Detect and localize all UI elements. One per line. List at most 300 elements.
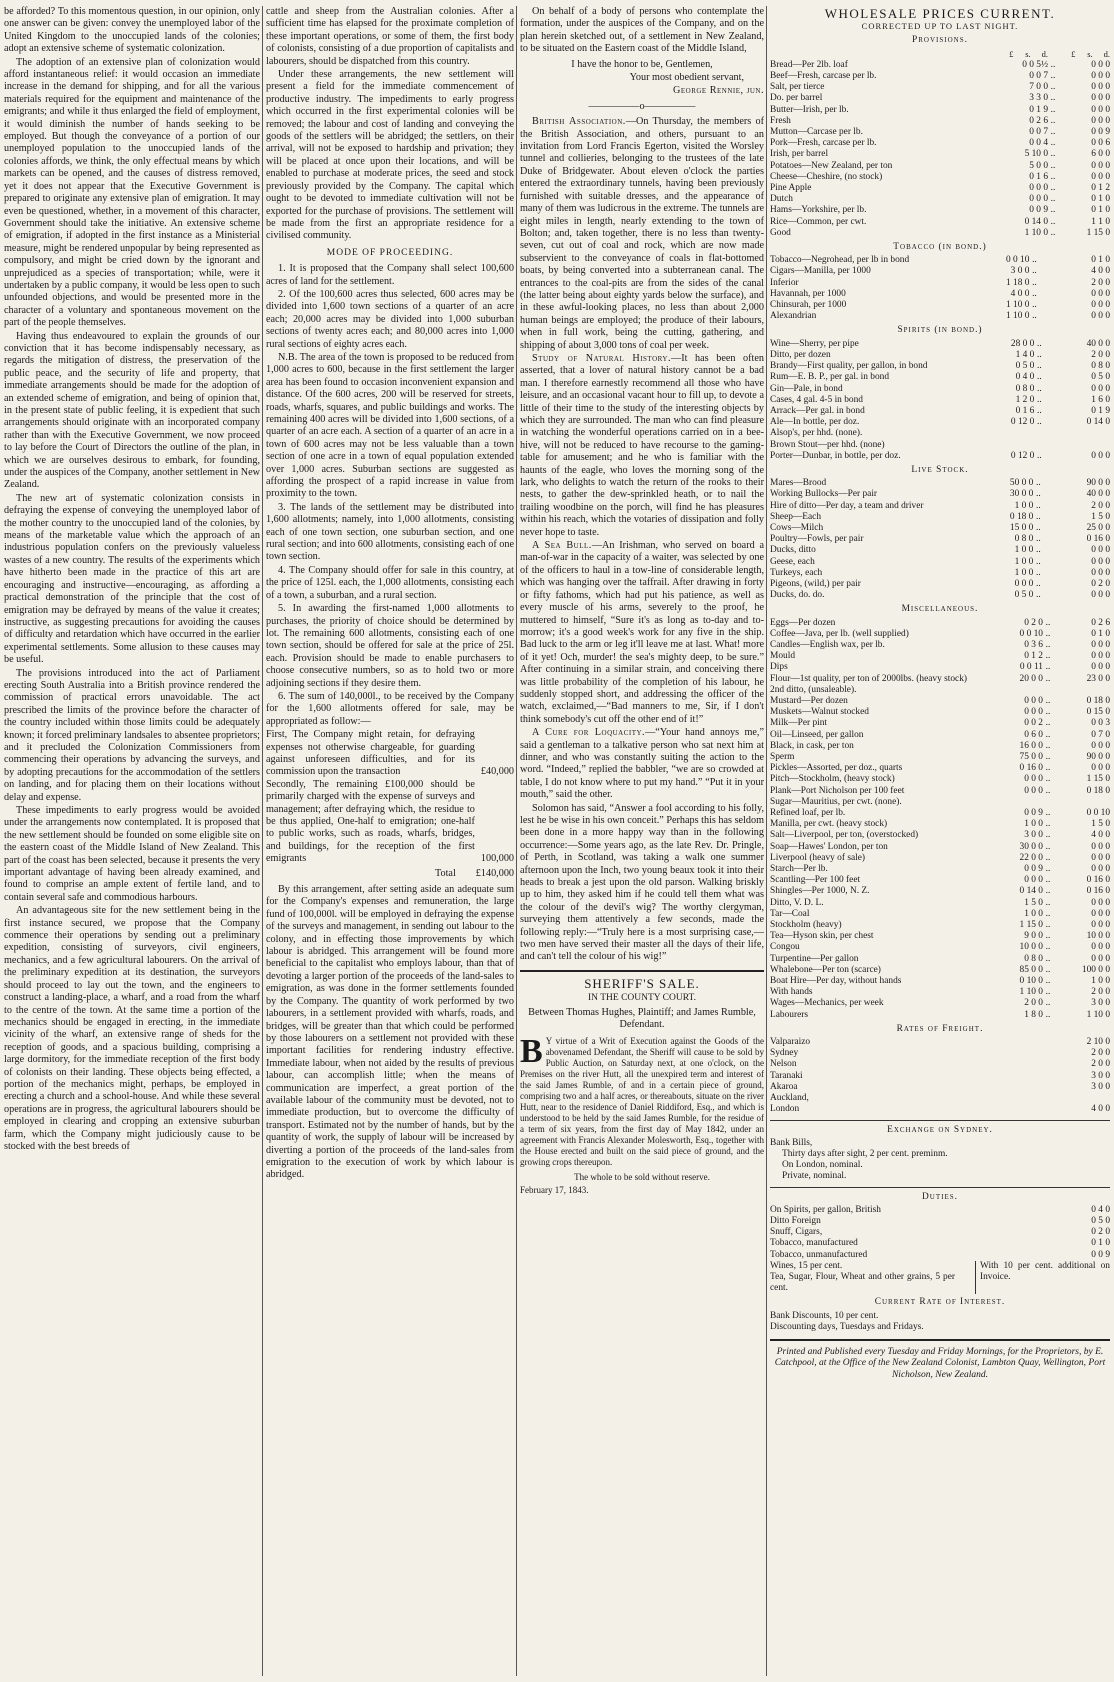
price-row bbox=[770, 194, 1110, 205]
price-low: 0 8 0 bbox=[1024, 953, 1043, 964]
price-row bbox=[770, 696, 1110, 707]
price-low: 1 0 0 bbox=[1014, 567, 1034, 578]
price-item: Do. per barrel bbox=[770, 93, 823, 104]
allocation-first-amount: £40,000 bbox=[480, 766, 514, 778]
price-low: 0 8 0 bbox=[1014, 534, 1034, 545]
price-sections bbox=[770, 35, 1110, 1020]
price-table bbox=[770, 255, 1110, 322]
price-high: 0 0 0 bbox=[1091, 953, 1110, 964]
price-low: 0 0 5½ bbox=[1022, 59, 1048, 70]
price-row bbox=[770, 127, 1110, 138]
price-row bbox=[770, 149, 1110, 160]
freight-rate: 3 0 0 bbox=[1091, 1081, 1110, 1092]
price-separator: .. bbox=[1036, 500, 1041, 511]
price-low: 0 0 0 bbox=[1029, 183, 1048, 194]
price-low: 5 0 0 bbox=[1029, 160, 1048, 171]
price-item: Mares—Brood bbox=[770, 478, 827, 489]
price-high: 0 0 0 bbox=[1091, 71, 1110, 82]
price-row bbox=[770, 255, 1110, 266]
price-low: 0 12 0 bbox=[1010, 450, 1035, 461]
price-row bbox=[770, 440, 1110, 451]
price-high: 0 0 0 bbox=[1091, 651, 1110, 662]
news-item-title: A Sea Bull. bbox=[532, 540, 592, 552]
price-high: 0 7 0 bbox=[1091, 729, 1110, 740]
price-separator: .. bbox=[1045, 998, 1051, 1009]
price-separator: .. bbox=[1050, 227, 1056, 238]
price-row bbox=[770, 138, 1110, 149]
drop-cap: B bbox=[520, 1032, 543, 1070]
price-high: 0 0 0 bbox=[1091, 160, 1110, 171]
price-item: Sperm bbox=[770, 752, 795, 762]
price-low: 2 0 0 bbox=[1024, 998, 1043, 1009]
price-high: 0 0 0 bbox=[1091, 288, 1110, 299]
price-row bbox=[770, 350, 1110, 361]
price-low: 1 15 0 bbox=[1019, 920, 1043, 931]
price-separator bbox=[1034, 428, 1044, 439]
price-low: 28 0 0 bbox=[1010, 338, 1035, 349]
price-row bbox=[770, 384, 1110, 395]
price-item: Alexandrian bbox=[770, 311, 817, 322]
price-high: 3 0 0 bbox=[1091, 998, 1110, 1009]
column-rule bbox=[766, 6, 767, 1676]
price-separator: .. bbox=[1045, 651, 1051, 662]
price-high: 100 0 0 bbox=[1081, 964, 1110, 975]
price-separator: .. bbox=[1050, 93, 1056, 104]
price-item: Whalebone—Per ton (scarce) bbox=[770, 964, 881, 975]
price-high: 0 0 0 bbox=[1091, 639, 1110, 650]
price-separator: .. bbox=[1045, 617, 1051, 628]
column-2 bbox=[266, 6, 514, 1183]
price-low: 0 18 0 bbox=[1009, 511, 1034, 522]
price-high: 0 0 0 bbox=[1091, 567, 1110, 578]
price-item: Wine—Sherry, per pipe bbox=[770, 338, 859, 349]
price-item: Tar—Coal bbox=[770, 908, 810, 919]
freight-rate: 2 0 0 bbox=[1091, 1048, 1110, 1059]
price-separator: .. bbox=[1036, 545, 1041, 556]
price-row bbox=[770, 685, 1110, 696]
divider-glyph: o bbox=[639, 100, 645, 112]
price-item: Rum—E. B. P., per gal. in bond bbox=[770, 372, 890, 383]
price-item: Stockholm (heavy) bbox=[770, 920, 842, 931]
duty-item: Tobacco, manufactured bbox=[770, 1238, 858, 1249]
duty-rate: 0 5 0 bbox=[1091, 1215, 1110, 1226]
price-high: 1 15 0 bbox=[1086, 774, 1110, 785]
price-separator: .. bbox=[1036, 567, 1041, 578]
price-low: 0 1 2 bbox=[1024, 651, 1043, 662]
paragraph: 3. The lands of the settlement may be distributed into 1,600 allotments; namely, into 1,000 allotments, consisting each of one town section, one suburban section, and one rural section; and into 600 allotments, consisting each of one town section. bbox=[266, 501, 514, 563]
price-separator: .. bbox=[1045, 875, 1051, 886]
price-separator: .. bbox=[1045, 852, 1051, 863]
price-low: 0 14 0 bbox=[1019, 886, 1043, 897]
price-row bbox=[770, 116, 1110, 127]
price-separator: .. bbox=[1045, 718, 1051, 729]
paragraph: Under these arrangements, the new settlement will present a field for the immediate commencement of productive industry. The impediments to early progress which occurred in the first experimental colonies will be removed; the labour and cost of landing and conveying the goods of the settlers will be abridged; the settlers, on their arrival, will not be exposed to hardship and privation; they will be placed at once upon their locations, and will be enabled to purchase at moderate prices, the seed and stock previously provided by the Company. The capital which ought to be devoted to immediate cultivation will not be exported for the purchase of provisions. The settlement will be made from the first an appropriate residence for a civilised community. bbox=[266, 69, 514, 242]
paragraph: cattle and sheep from the Australian colonies. After a sufficient time has elapsed for the proximate completion of these important operations, or some of them, the first body of colonists, consisting of a due proportion of capitalists and labourers, should be dispatched from this country. bbox=[266, 6, 514, 67]
duties-tea: Tea, Sugar, Flour, Wheat and other grains, 5 per cent. bbox=[770, 1271, 955, 1294]
allocation-total-label: Total bbox=[435, 867, 456, 879]
price-low: 0 0 0 bbox=[1024, 707, 1043, 718]
price-separator: .. bbox=[1037, 417, 1042, 428]
price-row bbox=[770, 931, 1110, 942]
price-item: Mutton—Carcase per lb. bbox=[770, 127, 863, 138]
price-separator: .. bbox=[1050, 59, 1056, 70]
price-separator: .. bbox=[1032, 255, 1037, 266]
price-high: 0 0 0 bbox=[1091, 171, 1110, 182]
news-item bbox=[520, 540, 764, 726]
news-item-text: Solomon has said, “Answer a fool according to his folly, lest he be wise in his own conceit.” Perhaps this has seldom been done in a more happy way than in the following occurrence:—Some years ago, as the late Rev. Dr. Pringle, of Perth, in Scotland, was taking a walk one summer afternoon upon the Inch, two young beaux took it into their heads to break a jest upon the old parson. Walking briskly up to him, they asked him if he could tell them what was the colour of the devil's wig? The worthy clergyman, surveying them attentively a few seconds, made the following reply:—“Truly here is a most surprising case,—two men have served their master all the days of their life, and can't tell the colour of his wig!” bbox=[520, 802, 764, 963]
price-row bbox=[770, 808, 1110, 819]
price-high: 40 0 0 bbox=[1086, 338, 1110, 349]
price-low: 16 0 0 bbox=[1019, 740, 1043, 751]
divider: —————o————— bbox=[588, 100, 696, 112]
price-low: 1 4 0 bbox=[1015, 349, 1035, 360]
section-rule bbox=[770, 1120, 1110, 1121]
price-item: Fresh bbox=[770, 115, 791, 126]
price-high: 4 0 0 bbox=[1091, 266, 1110, 277]
price-row bbox=[770, 707, 1110, 718]
price-item: Flour—1st quality, per ton of 2000lbs. (heavy stock) bbox=[770, 673, 968, 684]
price-high: 0 0 0 bbox=[1091, 908, 1110, 919]
price-high: 0 0 0 bbox=[1091, 897, 1110, 908]
price-separator: .. bbox=[1045, 639, 1051, 650]
freight-rate: 3 0 0 bbox=[1091, 1070, 1110, 1081]
price-low: 0 5 0 bbox=[1015, 361, 1035, 372]
price-high: 0 0 0 bbox=[1091, 545, 1110, 556]
price-separator: .. bbox=[1045, 808, 1051, 819]
prices-title: WHOLESALE PRICES CURRENT. bbox=[824, 6, 1056, 21]
price-low: 1 0 0 bbox=[1024, 908, 1043, 919]
price-high: 25 0 0 bbox=[1086, 522, 1110, 533]
price-item: Hire of ditto—Per day, a team and driver bbox=[770, 500, 924, 511]
price-high bbox=[1044, 428, 1110, 439]
paragraph: 4. The Company should offer for sale in this country, at the price of 125l. each, the 1,000 allotments, consisting each of a town, a suburban, and a rural section. bbox=[266, 564, 514, 601]
price-item: Chinsurah, per 1000 bbox=[770, 300, 847, 311]
price-item: Good bbox=[770, 227, 791, 238]
price-item: Butter—Irish, per lb. bbox=[770, 104, 849, 115]
price-low: 22 0 0 bbox=[1019, 852, 1043, 863]
freight-row bbox=[770, 1082, 1110, 1093]
price-low: 1 10 0 bbox=[1019, 987, 1043, 998]
price-high: 0 0 0 bbox=[1091, 104, 1110, 115]
price-row bbox=[770, 774, 1110, 785]
price-separator: .. bbox=[1050, 194, 1056, 205]
price-high: 0 8 0 bbox=[1091, 361, 1110, 372]
price-low: 30 0 0 bbox=[1019, 841, 1043, 852]
price-high: 0 0 0 bbox=[1091, 864, 1110, 875]
price-row bbox=[770, 909, 1110, 920]
price-high: 0 15 0 bbox=[1086, 707, 1110, 718]
allocation-first-text: First, The Company might retain, for defraying expenses not otherwise chargeable, for guarding against unforeseen difficulties, and for its commission upon the transaction bbox=[266, 729, 475, 778]
price-separator: .. bbox=[1045, 942, 1051, 953]
price-low: 1 0 0 bbox=[1014, 545, 1034, 556]
price-row bbox=[770, 568, 1110, 579]
price-item: Rice—Common, per cwt. bbox=[770, 216, 867, 227]
price-item: Boat Hire—Per day, without hands bbox=[770, 976, 902, 987]
news-item-text: —It has been often asserted, that a lover of natural history cannot be a bad man. I therefore earnestly recommend all those who have leisure, and an occasional vacant hour to fill up, to devote a little of their time to the study of the interesting objects by which they are surrounded. The man who can find pleasure in watching the wonderful operations carried on in a bee-hive, will not be reduced to have recourse to the gaming-table for amusement; and he who is familiar with the haunts of the eagle, who loves the morning song of the lark, who delights to watch the return of the rooks to their nests, to gather the dew-sprinkled heath, or to nail the trailing woodbine on the porch, will find he has pleasures within his reach, which the votaries of dissipation and folly never hope to taste. bbox=[520, 352, 764, 538]
price-separator: .. bbox=[1036, 489, 1041, 500]
exchange-line: Bank Bills, bbox=[770, 1137, 813, 1148]
price-low: 1 18 0 bbox=[1005, 277, 1030, 288]
price-table bbox=[770, 618, 1110, 1021]
price-separator: .. bbox=[1032, 300, 1037, 311]
price-high: 23 0 0 bbox=[1086, 673, 1110, 684]
price-row bbox=[770, 819, 1110, 830]
price-low: 3 3 0 bbox=[1029, 93, 1048, 104]
price-separator: .. bbox=[1045, 763, 1051, 774]
freight-row bbox=[770, 1048, 1110, 1059]
price-item: Brandy—First quality, per gallon, in bond bbox=[770, 361, 928, 372]
price-low: 1 8 0 bbox=[1024, 1009, 1043, 1020]
price-separator: .. bbox=[1045, 920, 1051, 931]
price-low: 0 16 0 bbox=[1019, 763, 1043, 774]
price-item: Dutch bbox=[770, 194, 793, 205]
price-low: 10 0 0 bbox=[1019, 942, 1043, 953]
price-high: 0 1 9 bbox=[1091, 405, 1110, 416]
price-separator: .. bbox=[1036, 590, 1041, 601]
allocation-first bbox=[266, 729, 514, 779]
price-item: Starch—Per lb. bbox=[770, 864, 828, 875]
price-high: 0 0 0 bbox=[1091, 300, 1110, 311]
price-row bbox=[770, 339, 1110, 350]
column-1 bbox=[4, 6, 260, 1154]
freight-destination: London bbox=[770, 1104, 800, 1115]
paragraph: N.B. The area of the town is proposed to be reduced from 1,000 acres to 600, because in the first settlement the larger area has been found to occasion inconvenient expansion and distance. Of the 600 acres, 200 will be reserved for streets, roads, wharfs, squares, and public buildings and works. The remaining 400 acres will be divided into 1,600 sections, of a quarter of an acre each. A section of a quarter of an acre in a town of 600 acres may not be less valuable than a town section of one acre in a town of equal population extended over 1,000 acres. Suburban sections are suggested as affording the prospect of a rapid increase in value from proximity to the town. bbox=[266, 351, 514, 500]
exchange-line: Thirty days after sight, 2 per cent. preminm. bbox=[782, 1148, 948, 1159]
paragraph: Having thus endeavoured to explain the grounds of our conviction that it has become indispensably necessary, as regards the mitigation of distress, the preservation of the public peace, and the security of life and property, that immediate arrangements should be made for the adoption of an extended scheme of emigration, and being of opinion that, in the present state of public feeling, it is expedient that such arrangements should originate with an incorporated company rather than with the Executive Government, we now proceed to lay before the Court of Directors the outline of the plan, in which we are ourselves desirous to embark, for founding, under the auspices of the Company, another settlement in New Zealand. bbox=[4, 330, 260, 491]
price-item: Tea—Hyson skin, per chest bbox=[770, 931, 874, 942]
price-low: 0 1 6 bbox=[1015, 405, 1035, 416]
price-high: 2 0 0 bbox=[1091, 349, 1110, 360]
price-row bbox=[770, 662, 1110, 673]
price-section-title: Provisions. bbox=[912, 35, 968, 46]
price-row bbox=[770, 451, 1110, 462]
price-item: Ale—In bottle, per doz. bbox=[770, 417, 860, 428]
price-separator: .. bbox=[1037, 394, 1042, 405]
price-separator: .. bbox=[1045, 908, 1051, 919]
price-low: 3 0 0 bbox=[1024, 830, 1043, 841]
news-item-title: A Cure for Loquacity. bbox=[532, 727, 646, 739]
price-row bbox=[770, 428, 1110, 439]
price-low: 1 0 0 bbox=[1014, 500, 1034, 511]
price-low: 5 10 0 bbox=[1024, 149, 1048, 160]
duties-table bbox=[770, 1205, 1110, 1261]
price-separator: .. bbox=[1036, 478, 1041, 489]
freight-rate: 4 0 0 bbox=[1091, 1104, 1110, 1115]
price-table bbox=[770, 339, 1110, 462]
freight-row bbox=[770, 1093, 1110, 1104]
price-row bbox=[770, 406, 1110, 417]
price-row bbox=[770, 987, 1110, 998]
price-item: Sheep—Each bbox=[770, 511, 822, 522]
price-row bbox=[770, 512, 1110, 523]
price-row bbox=[770, 651, 1110, 662]
price-item: Cigars—Manilla, per 1000 bbox=[770, 266, 871, 277]
price-item: Ducks, do. do. bbox=[770, 590, 825, 601]
price-high bbox=[1053, 797, 1110, 808]
price-item: Pigeons, (wild,) per pair bbox=[770, 578, 861, 589]
price-separator: .. bbox=[1050, 115, 1056, 126]
duties-percent bbox=[770, 1261, 1110, 1295]
price-high: 10 0 0 bbox=[1086, 931, 1110, 942]
price-low: 0 0 0 bbox=[1029, 194, 1048, 205]
price-low: 7 0 0 bbox=[1029, 82, 1048, 93]
price-high: 0 0 0 bbox=[1091, 763, 1110, 774]
price-low: 1 10 0 bbox=[1005, 311, 1030, 322]
price-row bbox=[770, 965, 1110, 976]
price-separator: .. bbox=[1050, 71, 1056, 82]
price-separator bbox=[1043, 685, 1053, 696]
duty-item: Tobacco, unmanufactured bbox=[770, 1249, 868, 1260]
price-separator: .. bbox=[1045, 774, 1051, 785]
price-separator: .. bbox=[1045, 987, 1051, 998]
price-row bbox=[770, 629, 1110, 640]
price-row bbox=[770, 886, 1110, 897]
price-item: Dips bbox=[770, 662, 788, 673]
price-item: Brown Stout—per hhd. (none) bbox=[770, 439, 885, 450]
price-row bbox=[770, 898, 1110, 909]
interest-line: Bank Discounts, 10 per cent. bbox=[770, 1310, 879, 1321]
paragraph: By this arrangement, after setting aside an adequate sum for the Company's expenses and remuneration, the large fund of 100,000l. will be employed in defraying the expense of the surveys and management, in sending out labour to the colony, and in effecting those improvements by which labour is abridged. This arrangement will be found more beneficial to the capitalist who employs labour, than that of devoting a larger portion of the proceeds of the land-sales to emigration, as was done in the former settlements founded by the Company. The quantity of work performed by two labourers, in a settlement provided with wharfs, roads, and bridges, will be greater than that which could be performed by those labourers on a settlement not provided with these important facilities for rendering industry effective. Immediate labour, when not aided by the results of previous labour, can accomplish little; when the means of communication are imperfect, a great portion of the available labour of the community must be devoted, not to immediate production, but to overcome the difficulty of transport. Estimated not by the number of hands, but by the quantity of work, the supply of labour will be increased by diverting a portion of the proceeds of the land-sales from emigration to the execution of work by which labour is abridged. bbox=[266, 884, 514, 1181]
price-high: 0 16 0 bbox=[1086, 534, 1110, 545]
paragraph: The adoption of an extensive plan of colonization would afford instantaneous relief: it would occasion an immediate increase in the demand for shipping, and for all the various materials required for the equipment and maintenance of the emigrants; and while it thus enlarged the field of employment, it would diminish the number of hands seeking to be employed. But though the conveyance of a portion of our unemployed population to the unoccupied lands of the colonies affords, we think, the only effectual means by which markets can be opened, and the causes of distress removed, yet it does not appear that the Executive Government is prepared to originate any extensive plan of emigration. It may even be questioned, whether, in a movement of this character, Government should take the initiative. An extensive scheme of emigration, if adopted in the first instance as a Ministerial measure, might be rendered unpopular by being represented as compulsory, and might be cried down by the ignorant and unprejudiced as a species of transportation; while, were it undertaken by a public company, it would be less open to such unfounded objections, and would be presented more in the character of a voluntary and spontaneous movement on the part of the people themselves. bbox=[4, 56, 260, 329]
duty-row bbox=[770, 1250, 1110, 1261]
price-separator: .. bbox=[1050, 171, 1056, 182]
price-separator: .. bbox=[1045, 886, 1051, 897]
price-row bbox=[770, 60, 1110, 71]
price-separator: .. bbox=[1036, 522, 1041, 533]
price-low: 0 0 0 bbox=[1024, 695, 1043, 706]
price-separator: .. bbox=[1050, 82, 1056, 93]
duties-bracket: With 10 per cent. additional on Invoice. bbox=[975, 1261, 1110, 1295]
price-high: 0 1 0 bbox=[1091, 194, 1110, 205]
price-item: Congou bbox=[770, 942, 800, 953]
sheriff-parties: Between Thomas Hughes, Plaintiff; and James Rumble, Defendant. bbox=[528, 1006, 756, 1031]
paragraph: The new art of systematic colonization consists in defraying the expense of conveying the unemployed labor of the mother country to the unoccupied land of the colonies, by means of the marketable value which the approach of an industrious population confers on the previously valueless wastes of a new country. The results of the experiments which have hitherto been made in the practice of this art are encouraging and instructive—encouraging, as affording a practical demonstration of the principle that the cost of emigration may be defrayed by means of the value it creates; instructive, as suggesting precautions for avoiding the causes of difficulty and retardation which have occurred in the earlier experimental settlements. Some allusion to these causes may be useful. bbox=[4, 492, 260, 666]
price-high: 0 0 0 bbox=[1091, 852, 1110, 863]
price-high: 1 10 0 bbox=[1086, 1009, 1110, 1020]
price-item: Candles—English wax, per lb. bbox=[770, 639, 885, 650]
duty-row bbox=[770, 1227, 1110, 1238]
price-item: Turpentine—Per gallon bbox=[770, 953, 859, 964]
price-low bbox=[986, 685, 1043, 696]
price-separator: .. bbox=[1032, 288, 1037, 299]
section-heading: MODE OF PROCEEDING. bbox=[326, 247, 454, 258]
freight-table bbox=[770, 1037, 1110, 1115]
price-low: 1 0 0 bbox=[1024, 819, 1043, 830]
price-separator: .. bbox=[1037, 372, 1042, 383]
price-separator bbox=[1043, 797, 1053, 808]
price-high: 0 1 0 bbox=[1091, 255, 1110, 266]
price-separator: .. bbox=[1045, 841, 1051, 852]
price-row bbox=[770, 590, 1110, 601]
price-separator: .. bbox=[1036, 578, 1041, 589]
price-high: 0 0 0 bbox=[1091, 311, 1110, 322]
price-row bbox=[770, 864, 1110, 875]
price-row bbox=[770, 763, 1110, 774]
price-low: 0 0 7 bbox=[1029, 127, 1048, 138]
allocation-second bbox=[266, 779, 514, 866]
freight-rate: 2 10 0 bbox=[1086, 1037, 1110, 1048]
price-separator: .. bbox=[1050, 183, 1056, 194]
price-low: 0 0 4 bbox=[1029, 138, 1048, 149]
price-item: Pickles—Assorted, per doz., quarts bbox=[770, 763, 903, 774]
price-low bbox=[986, 797, 1043, 808]
price-row bbox=[770, 289, 1110, 300]
price-section-title: Tobacco (in bond.) bbox=[893, 242, 987, 253]
price-separator: .. bbox=[1050, 104, 1056, 115]
price-separator: .. bbox=[1037, 450, 1042, 461]
allocation-second-text: Secondly, The remaining £100,000 should be primarily charged with the expense of surveys and management; after defraying which, the residue to be thus applied, One-half to emigration; one-half to public works, such as roads, wharfs, bridges, and buildings, for the reception of the first emigrants bbox=[266, 778, 475, 865]
price-item: Porter—Dunbar, in bottle, per doz. bbox=[770, 450, 901, 461]
duties-percent-left bbox=[770, 1261, 955, 1295]
price-row bbox=[770, 478, 1110, 489]
price-row bbox=[770, 395, 1110, 406]
price-separator: .. bbox=[1050, 127, 1056, 138]
price-row bbox=[770, 954, 1110, 965]
price-item: Salt, per tierce bbox=[770, 82, 825, 93]
printer-imprint: Printed and Published every Tuesday and Friday Mornings, for the Proprietors, by E. Catchpool, at the Office of the New Zealand Colonist, Lambton Quay, Wellington, Port Nicholson, New Zealand. bbox=[774, 1346, 1106, 1380]
price-high: 6 0 0 bbox=[1091, 149, 1110, 160]
price-item: Bread—Per 2lb. loaf bbox=[770, 59, 848, 70]
paragraph: be afforded? To this momentous question, in our opinion, only one answer can be given: convey the unemployed labor of the United Kingdom to the unoccupied lands of the colonies; adopt an extensive scheme of systematic colonization. bbox=[4, 6, 260, 55]
price-item: Working Bullocks—Per pair bbox=[770, 489, 878, 500]
price-low: 1 10 0 bbox=[1024, 227, 1048, 238]
price-row bbox=[770, 489, 1110, 500]
price-row bbox=[770, 842, 1110, 853]
price-low: 0 4 0 bbox=[1015, 372, 1035, 383]
exchange-title: Exchange on Sydney. bbox=[887, 1124, 993, 1135]
price-separator: .. bbox=[1032, 266, 1037, 277]
news-item-text: —An Irishman, who served on board a man-of-war in the capacity of a waiter, was selected by one of the officers to haul in a tow-line of considerable length, which was hanging over the taffrail. After drawing in forty or fifty fathoms, which had put his patience, as well as every muscle of his arms, severely to the proof, he muttered to himself, “Sure it's as long as to-day and to-morrow; it's a good week's work for any five in the ship. Bad luck to the arm or leg it'll leave me at last. What! more of it yet! Och, murder! the sea's mighty deep, to be sure.” After continuing in a similar strain, and conceiving there was little probability of the completion of his labour, he suddenly stopped short, and addressing the officer of the watch, exclaimed,—“Bad manners to me, Sir, if I don't think somebody's cut off the other end of it!” bbox=[520, 540, 764, 725]
column-rule bbox=[262, 6, 263, 1676]
paragraph: These impediments to early progress would be avoided under the arrangements now contemplated. It is proposed that the new settlement should be founded on some eligible site on the eastern coast of the Middle Island of New Zealand. This part of the coast has been selected, because it presents the very important advantage of having been already examined, and found to comprise an ample extent of fertile land, and to contain several safe and commodious harbours. bbox=[4, 805, 260, 903]
price-low: 0 0 0 bbox=[1014, 578, 1034, 589]
price-low: 1 5 0 bbox=[1024, 897, 1043, 908]
price-low: 9 0 0 bbox=[1024, 931, 1043, 942]
allocation-second-amount: 100,000 bbox=[480, 853, 514, 865]
price-row bbox=[770, 172, 1110, 183]
paragraph: 5. In awarding the first-named 1,000 allotments to purchases, the priority of choice should be determined by lot. The remaining 600 allotments, consisting each of one town section, should be offered for sale at the price of 25l. each. Provision should be made to enable purchasers to choose consecutive numbers, so as to hold two or more adjoining sections if they desire them. bbox=[266, 603, 514, 689]
price-table bbox=[770, 49, 1110, 239]
price-item: Arrack—Per gal. in bond bbox=[770, 405, 865, 416]
price-item: Inferior bbox=[770, 277, 799, 288]
price-separator: .. bbox=[1045, 673, 1051, 684]
price-row bbox=[770, 752, 1110, 763]
sheriff-date: February 17, 1843. bbox=[520, 1184, 589, 1195]
price-separator: .. bbox=[1045, 819, 1051, 830]
duties-title: Duties. bbox=[922, 1191, 958, 1202]
price-item: Irish, per barrel bbox=[770, 149, 829, 160]
price-low: 0 0 9 bbox=[1024, 864, 1043, 875]
price-low: 20 0 0 bbox=[1019, 673, 1043, 684]
freight-row bbox=[770, 1104, 1110, 1115]
price-high bbox=[1053, 685, 1110, 696]
price-separator: .. bbox=[1045, 864, 1051, 875]
sheriff-body-text: Y virtue of a Writ of Execution against the Goods of the abovenamed Defendant, the Sheriff will cause to be sold by Public Auction, on Saturday next, at one o'clock, on the Premises on the river Hutt, all the unexpired term and interest of the said James Rumble, of and in a certain piece of ground, comprising two and a half acres, or thereabouts, situate on the river Hutt, near to the residence of Daniel Riddiford, Esq., and which is understood to be held by the said James Rumble, for the residue of a term of six years, from the first day of May 1842, under an agreement with Francis Alexander Molesworth, Esq., together with the House erected and built on the said piece of ground, and the growing crops thereupon. bbox=[520, 1035, 764, 1167]
price-separator: .. bbox=[1045, 953, 1051, 964]
price-item: Alsop's, per hhd. (none). bbox=[770, 428, 863, 439]
price-separator: .. bbox=[1037, 349, 1042, 360]
interest-line: Discounting days, Tuesdays and Fridays. bbox=[770, 1321, 924, 1332]
price-item: Havannah, per 1000 bbox=[770, 288, 846, 299]
price-high: 0 16 0 bbox=[1086, 886, 1110, 897]
duty-rate: 0 0 9 bbox=[1091, 1249, 1110, 1260]
price-item: Ducks, ditto bbox=[770, 545, 816, 556]
price-high: 0 2 0 bbox=[1091, 578, 1110, 589]
price-low: 85 0 0 bbox=[1019, 964, 1043, 975]
exchange-line: On London, nominal. bbox=[782, 1160, 863, 1171]
price-row bbox=[770, 730, 1110, 741]
